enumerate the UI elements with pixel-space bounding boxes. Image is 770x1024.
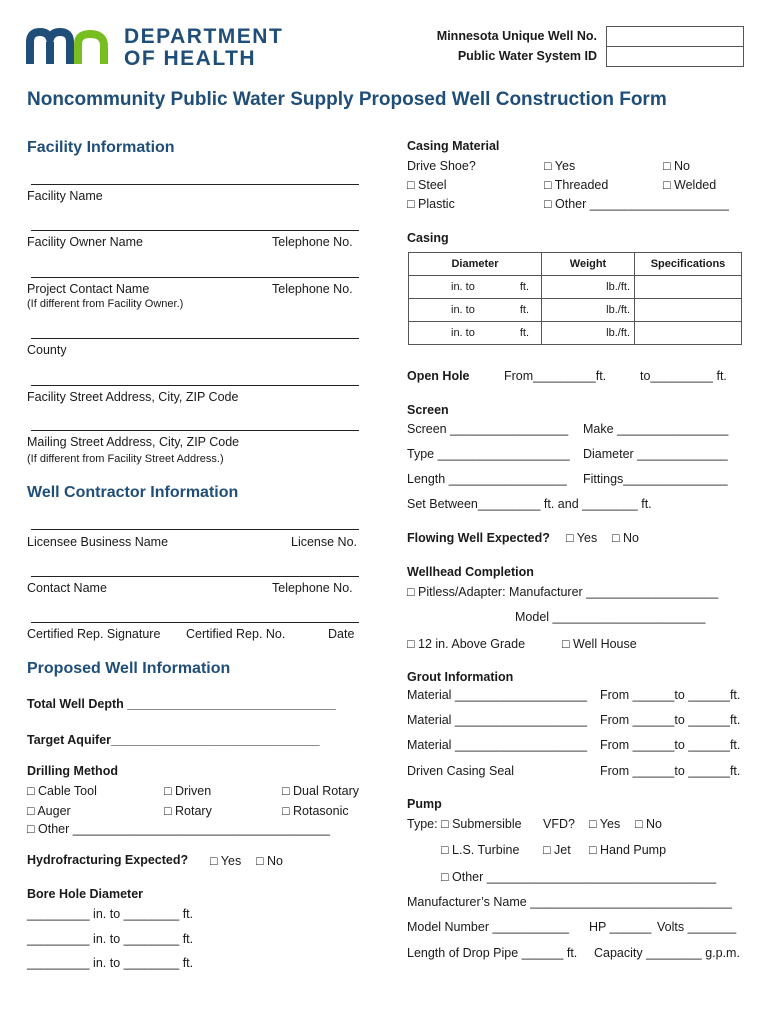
screen-title: Screen [407,403,449,417]
drive-shoe-no-checkbox[interactable]: □ No [663,159,691,173]
target-aquifer-field[interactable]: Target Aquifer______________________________ [27,733,320,747]
casing-spec-cell[interactable] [635,322,742,345]
ft-text: ft. [519,281,529,293]
grout-from-2[interactable]: From ______to ______ft. [600,713,741,727]
contact-name-label: Project Contact Name [27,282,150,296]
drive-shoe-yes-checkbox[interactable]: □ Yes [544,159,576,173]
pump-title: Pump [407,797,442,811]
rotary-checkbox[interactable]: □ Rotary [164,804,212,818]
casing-weight-cell[interactable] [542,299,635,322]
contact-telephone-label: Telephone No. [272,282,353,296]
ft-text: ft. [519,327,529,339]
casing-diameter-cell[interactable] [409,299,542,322]
logo-line1: DEPARTMENT [124,25,284,48]
casing-header-diameter: Diameter [409,253,542,276]
grout-material-3[interactable]: Material ___________________ [407,738,588,752]
vfd-no-checkbox[interactable]: □ No [635,817,663,831]
in-to-text: in. to [451,327,475,339]
open-hole-to-field[interactable]: to_________ ft. [640,369,727,383]
casing-weight-cell[interactable] [542,322,635,345]
submersible-checkbox[interactable]: Type: □ Submersible [407,817,522,831]
contractor-telephone-label: Telephone No. [272,581,353,595]
set-between-field[interactable]: Set Between_________ ft. and ________ ft. [407,497,652,511]
contractor-heading: Well Contractor Information [27,484,239,501]
flowing-yes-checkbox[interactable]: □ Yes [566,531,598,545]
mailing-label: Mailing Street Address, City, ZIP Code [27,435,240,449]
auger-checkbox[interactable]: □ Auger [27,804,71,818]
mailing-note: (If different from Facility Street Address.) [27,453,224,465]
pws-id-label: Public Water System ID [457,49,597,63]
volts-field[interactable]: Volts _______ [657,920,737,934]
signature-field[interactable] [31,622,359,623]
screen-field[interactable]: Screen _________________ [407,422,569,436]
hydrofracturing-label: Hydrofracturing Expected? [27,853,189,867]
county-label: County [27,343,67,357]
signature-label: Certified Rep. Signature [27,627,161,641]
pws-id-field[interactable] [606,46,744,67]
pitless-field[interactable]: □ Pitless/Adapter: Manufacturer ___________________ [407,585,719,599]
mailing-field[interactable] [31,430,359,431]
casing-weight-cell[interactable] [542,276,635,299]
well-house-checkbox[interactable]: □ Well House [562,637,637,651]
casing-diameter-cell[interactable] [409,322,542,345]
well-no-field[interactable] [606,26,744,47]
casing-header-weight: Weight [542,253,635,276]
bore-hole-title: Bore Hole Diameter [27,887,144,901]
welded-checkbox[interactable]: □ Welded [663,178,717,192]
driven-checkbox[interactable]: □ Driven [164,784,212,798]
facility-heading: Facility Information [27,139,175,156]
casing-row[interactable] [409,322,742,345]
casing-spec-cell[interactable] [635,299,742,322]
in-to-text: in. to [451,304,475,316]
rotasonic-checkbox[interactable]: □ Rotasonic [282,804,349,818]
lbft-text: lb./ft. [606,327,630,339]
vfd-label: VFD? [543,817,575,831]
licensee-field[interactable] [31,529,359,530]
pump-other-field[interactable]: □ Other _________________________________ [441,870,717,884]
contact-name-field[interactable] [31,277,359,278]
flowing-no-checkbox[interactable]: □ No [612,531,640,545]
wellhead-title: Wellhead Completion [407,565,534,579]
ls-turbine-checkbox[interactable]: □ L.S. Turbine [441,843,520,857]
mn-logo-icon [26,28,112,66]
ft-text: ft. [519,304,529,316]
capacity-field[interactable]: Capacity ________ g.p.m. [594,946,740,960]
type-field[interactable]: Type ___________________ [407,447,570,461]
vfd-yes-checkbox[interactable]: □ Yes [589,817,621,831]
casing-header-row [409,253,742,276]
street-field[interactable] [31,385,359,386]
owner-name-field[interactable] [31,230,359,231]
date-label: Date [328,627,355,641]
make-field[interactable]: Make ________________ [583,422,729,436]
threaded-checkbox[interactable]: □ Threaded [544,178,609,192]
hp-field[interactable]: HP ______ [589,920,652,934]
model-number-field[interactable]: Model Number ___________ [407,920,569,934]
length-field[interactable]: Length _________________ [407,472,567,486]
drilling-method-title: Drilling Method [27,764,118,778]
bore-row-2[interactable]: _________ in. to ________ ft. [27,932,194,946]
casing-table [408,252,742,345]
hand-pump-checkbox[interactable]: □ Hand Pump [589,843,667,857]
casing-title: Casing [407,231,449,245]
hydro-no-checkbox[interactable]: □ No [256,854,284,868]
county-field[interactable] [31,338,359,339]
wellhead-model-field[interactable]: Model ______________________ [515,610,706,624]
lbft-text: lb./ft. [606,281,630,293]
hydro-yes-checkbox[interactable]: □ Yes [210,854,242,868]
licensee-label: Licensee Business Name [27,535,169,549]
casing-row[interactable] [409,276,742,299]
grout-from-4[interactable]: From ______to ______ft. [600,764,741,778]
steel-checkbox[interactable]: □ Steel [407,178,447,192]
drilling-other-field[interactable]: □ Other _____________________________________ [27,822,330,836]
plastic-checkbox[interactable]: □ Plastic [407,197,455,211]
bore-row-1[interactable]: _________ in. to ________ ft. [27,907,194,921]
contact-note: (If different from Facility Owner.) [27,298,184,310]
owner-telephone-label: Telephone No. [272,235,353,249]
dual-rotary-checkbox[interactable]: □ Dual Rotary [282,784,360,798]
casing-other-field[interactable]: □ Other ____________________ [544,197,729,211]
in-to-text: in. to [451,281,475,293]
open-hole-from-field[interactable]: From_________ft. [504,369,607,383]
lbft-text: lb./ft. [606,304,630,316]
well-no-label: Minnesota Unique Well No. [436,29,597,43]
jet-checkbox[interactable]: □ Jet [543,843,571,857]
diameter-field[interactable]: Diameter _____________ [583,447,728,461]
owner-name-label: Facility Owner Name [27,235,143,249]
drive-shoe-label: Drive Shoe? [407,159,476,173]
casing-header-specs: Specifications [635,253,742,276]
casing-spec-cell[interactable] [635,276,742,299]
flowing-well-label: Flowing Well Expected? [407,531,550,545]
grout-from-1[interactable]: From ______to ______ft. [600,688,741,702]
drop-pipe-field[interactable]: Length of Drop Pipe ______ ft. [407,946,578,960]
rep-no-label: Certified Rep. No. [186,627,286,641]
page-title: Noncommunity Public Water Supply Proposed Well Construction Form [27,89,667,110]
license-no-label: License No. [291,535,358,549]
driven-casing-seal-label: Driven Casing Seal [407,764,514,778]
facility-name-label: Facility Name [27,189,103,203]
contractor-contact-field[interactable] [31,576,359,577]
manufacturer-field[interactable]: Manufacturer’s Name _____________________________ [407,895,732,909]
grout-material-2[interactable]: Material ___________________ [407,713,588,727]
total-depth-field[interactable]: Total Well Depth ______________________________ [27,697,336,711]
facility-name-field[interactable] [31,184,359,185]
street-label: Facility Street Address, City, ZIP Code [27,390,239,404]
casing-diameter-cell[interactable] [409,276,542,299]
grout-title: Grout Information [407,670,514,684]
above-grade-checkbox[interactable]: □ 12 in. Above Grade [407,637,526,651]
fittings-field[interactable]: Fittings_______________ [583,472,728,486]
contractor-contact-label: Contact Name [27,581,107,595]
proposed-heading: Proposed Well Information [27,660,231,677]
grout-from-3[interactable]: From ______to ______ft. [600,738,741,752]
bore-row-3[interactable]: _________ in. to ________ ft. [27,956,194,970]
grout-material-1[interactable]: Material ___________________ [407,688,588,702]
casing-material-title: Casing Material [407,139,500,153]
logo-line2: OF HEALTH [124,47,257,70]
open-hole-title: Open Hole [407,369,470,383]
cable-tool-checkbox[interactable]: □ Cable Tool [27,784,97,798]
casing-row[interactable] [409,299,742,322]
